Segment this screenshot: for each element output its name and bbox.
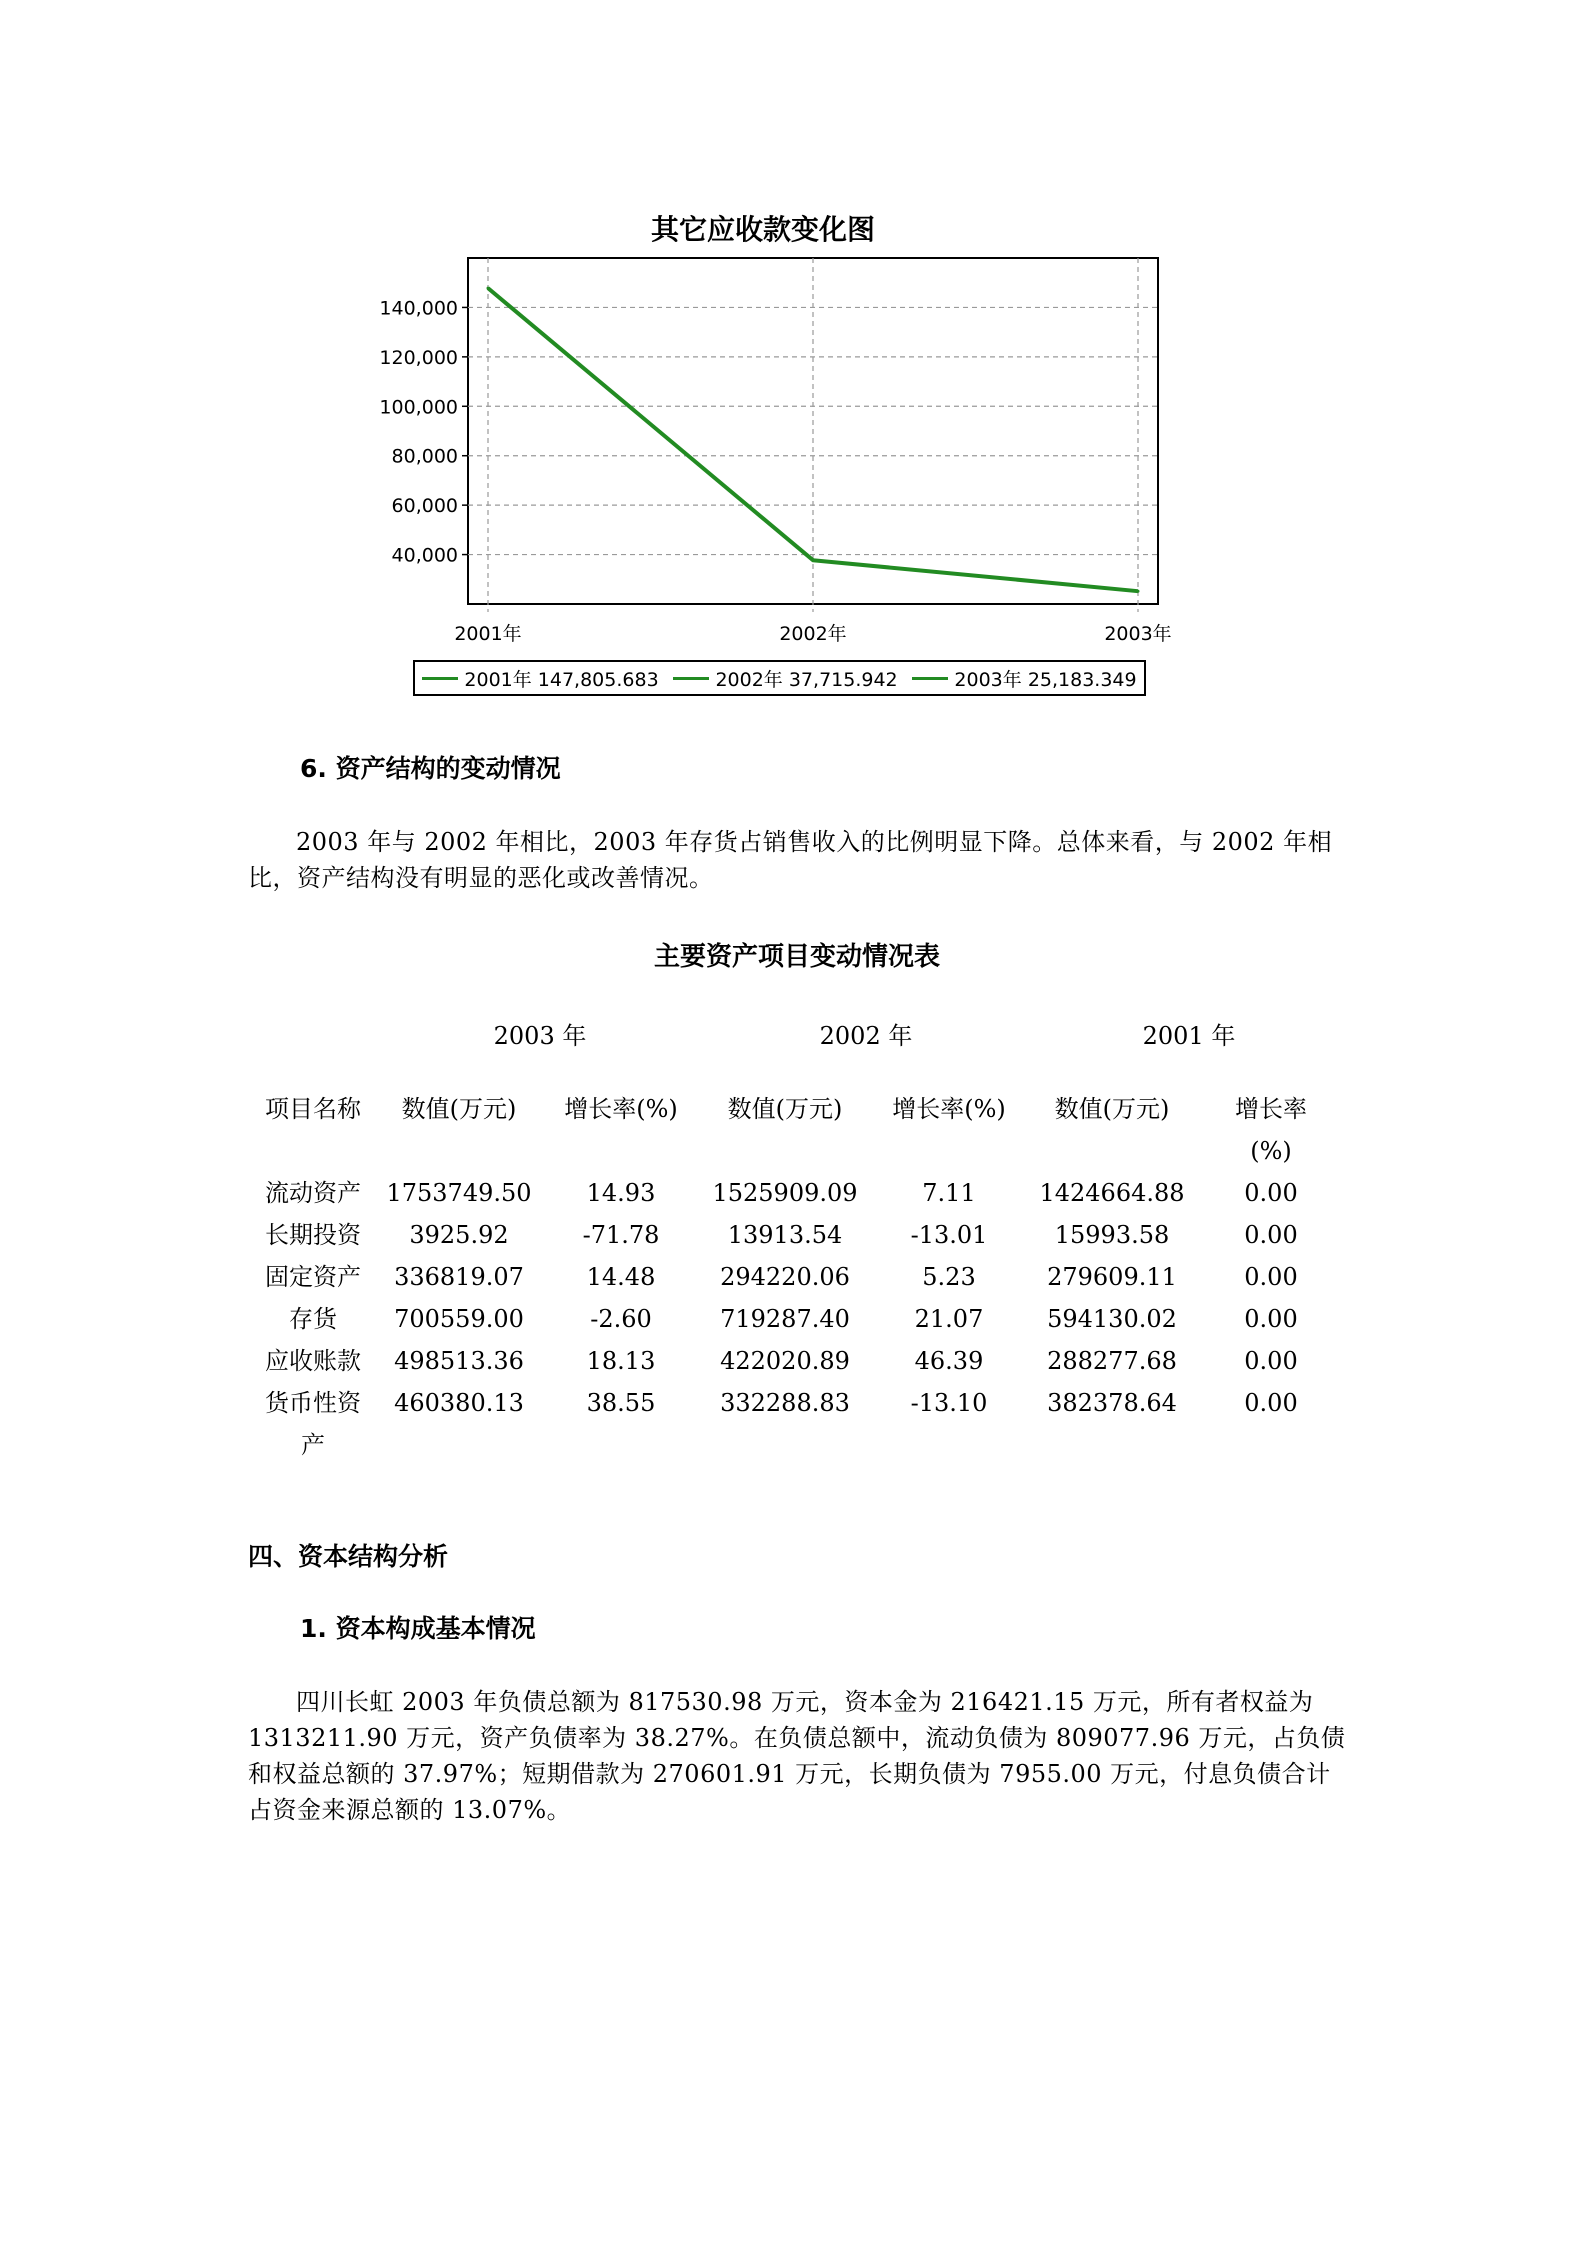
legend-item-2001 bbox=[422, 665, 658, 692]
table-cell: 7.11 bbox=[922, 1179, 976, 1207]
table-cell: 460380.13 bbox=[394, 1389, 524, 1417]
y-tick-label: 100,000 bbox=[379, 396, 458, 419]
header-cell: 增长率 (%) bbox=[1235, 1095, 1307, 1165]
table-cell: 0.00 bbox=[1244, 1221, 1298, 1249]
table-cell: 14.48 bbox=[586, 1263, 656, 1291]
table-cell: 14.93 bbox=[586, 1179, 656, 1207]
section-4-heading: 四、资本结构分析 bbox=[248, 1542, 449, 1571]
table-cell: 0.00 bbox=[1244, 1263, 1298, 1291]
table-cell: 0.00 bbox=[1244, 1389, 1298, 1417]
table-cell: 382378.64 bbox=[1047, 1389, 1177, 1417]
table-cell: 5.23 bbox=[922, 1263, 976, 1291]
row-label-cell: 长期投资 bbox=[265, 1221, 361, 1249]
section-4-1-heading: 1. 资本构成基本情况 bbox=[300, 1614, 536, 1643]
table-cell: 422020.89 bbox=[720, 1347, 850, 1375]
legend-label-2003: 2003年 25,183.349 bbox=[954, 668, 1137, 691]
y-tick-label: 80,000 bbox=[391, 445, 458, 468]
y-tick-label: 60,000 bbox=[391, 495, 458, 518]
table-cell: 0.00 bbox=[1244, 1179, 1298, 1207]
table-cell: 288277.68 bbox=[1047, 1347, 1177, 1375]
table-cell: 498513.36 bbox=[394, 1347, 524, 1375]
legend-item-2002 bbox=[673, 665, 897, 692]
header-cell: 增长率(%) bbox=[892, 1095, 1006, 1123]
header-cell: 项目名称 bbox=[265, 1095, 361, 1123]
table-cell: 1424664.88 bbox=[1039, 1179, 1185, 1207]
table-cell: 15993.58 bbox=[1054, 1221, 1170, 1249]
row-label-cell: 固定资产 bbox=[265, 1263, 361, 1291]
row-label-cell: 流动资产 bbox=[265, 1179, 361, 1207]
header-cell: 数值(万元) bbox=[401, 1095, 517, 1123]
year-spacer bbox=[248, 1006, 378, 1088]
legend-swatch-2002 bbox=[673, 677, 709, 680]
table-cell: 0.00 bbox=[1244, 1305, 1298, 1333]
section-4-1-paragraph: 四川长虹 2003 年负债总额为 817530.98 万元，资本金为 216421.15 万元，所有者权益为 1313211.90 万元，资产负债率为 38.27%。在负债总额中，流动负债为 809077.96 万元，占负债和权益总额的 37.97%；短期借款为 270601.91 万元，长期负债为 7955.00 万元，付息负债合计占资金来源总额的 13.07%。 bbox=[248, 1688, 1346, 1824]
data-point bbox=[812, 559, 815, 562]
table-cell: 46.39 bbox=[914, 1347, 984, 1375]
table-row bbox=[248, 1172, 1348, 1214]
x-tick-label: 2001年 bbox=[454, 623, 522, 645]
legend-swatch-2003 bbox=[912, 677, 948, 680]
table-year-row bbox=[248, 1006, 1348, 1088]
legend-swatch-2001 bbox=[422, 677, 458, 680]
header-cell: 增长率(%) bbox=[564, 1095, 678, 1123]
x-tick-label: 2003年 bbox=[1104, 623, 1172, 645]
table-cell: -13.01 bbox=[910, 1221, 988, 1249]
line-chart bbox=[360, 250, 1200, 710]
table-cell: 1525909.09 bbox=[712, 1179, 858, 1207]
data-point bbox=[1137, 590, 1140, 593]
header-cell: 数值(万元) bbox=[1054, 1095, 1170, 1123]
table-row bbox=[248, 1298, 1348, 1340]
table-cell: 332288.83 bbox=[720, 1389, 850, 1417]
table-cell: 719287.40 bbox=[720, 1305, 850, 1333]
header-cell: 数值(万元) bbox=[727, 1095, 843, 1123]
row-label-cell: 货币性资 产 bbox=[265, 1389, 361, 1459]
table-cell: -71.78 bbox=[582, 1221, 660, 1249]
table-cell: 38.55 bbox=[586, 1389, 656, 1417]
section-6-heading: 6. 资产结构的变动情况 bbox=[300, 754, 561, 783]
table-header-row bbox=[248, 1088, 1348, 1172]
table-cell: 3925.92 bbox=[409, 1221, 509, 1249]
chart-legend bbox=[413, 660, 1146, 696]
legend-label-2002: 2002年 37,715.942 bbox=[715, 668, 898, 691]
table-cell: -2.60 bbox=[590, 1305, 652, 1333]
table-cell: -13.10 bbox=[910, 1389, 988, 1417]
data-point bbox=[487, 287, 490, 290]
year-header-2002: 2002 年 bbox=[819, 1022, 913, 1050]
row-label-cell: 存货 bbox=[289, 1305, 337, 1333]
year-header-2003: 2003 年 bbox=[493, 1022, 587, 1050]
table-row bbox=[248, 1256, 1348, 1298]
table-row bbox=[248, 1382, 1348, 1466]
row-label-cell: 应收账款 bbox=[265, 1347, 361, 1375]
asset-change-table bbox=[248, 1006, 1348, 1466]
legend-label-2001: 2001年 147,805.683 bbox=[464, 668, 659, 691]
table-cell: 336819.07 bbox=[394, 1263, 524, 1291]
chart-title: 其它应收款变化图 bbox=[650, 213, 875, 246]
legend-item-2003 bbox=[912, 665, 1136, 692]
y-tick-label: 40,000 bbox=[391, 544, 458, 567]
section-6-paragraph: 2003 年与 2002 年相比，2003 年存货占销售收入的比例明显下降。总体来看，与 2002 年相比，资产结构没有明显的恶化或改善情况。 bbox=[248, 828, 1333, 892]
table-cell: 13913.54 bbox=[727, 1221, 843, 1249]
table-cell: 18.13 bbox=[586, 1347, 656, 1375]
table-cell: 21.07 bbox=[914, 1305, 984, 1333]
table-cell: 700559.00 bbox=[394, 1305, 524, 1333]
table-cell: 0.00 bbox=[1244, 1347, 1298, 1375]
year-header-2001: 2001 年 bbox=[1142, 1022, 1236, 1050]
table-title: 主要资产项目变动情况表 bbox=[653, 942, 940, 972]
y-tick-label: 140,000 bbox=[379, 297, 458, 320]
table-row bbox=[248, 1340, 1348, 1382]
x-tick-label: 2002年 bbox=[779, 623, 847, 645]
y-tick-label: 120,000 bbox=[379, 346, 458, 369]
table-cell: 594130.02 bbox=[1047, 1305, 1177, 1333]
table-body bbox=[248, 1172, 1348, 1466]
table-row bbox=[248, 1214, 1348, 1256]
table-cell: 294220.06 bbox=[720, 1263, 850, 1291]
table-cell: 1753749.50 bbox=[386, 1179, 532, 1207]
table-cell: 279609.11 bbox=[1047, 1263, 1177, 1291]
